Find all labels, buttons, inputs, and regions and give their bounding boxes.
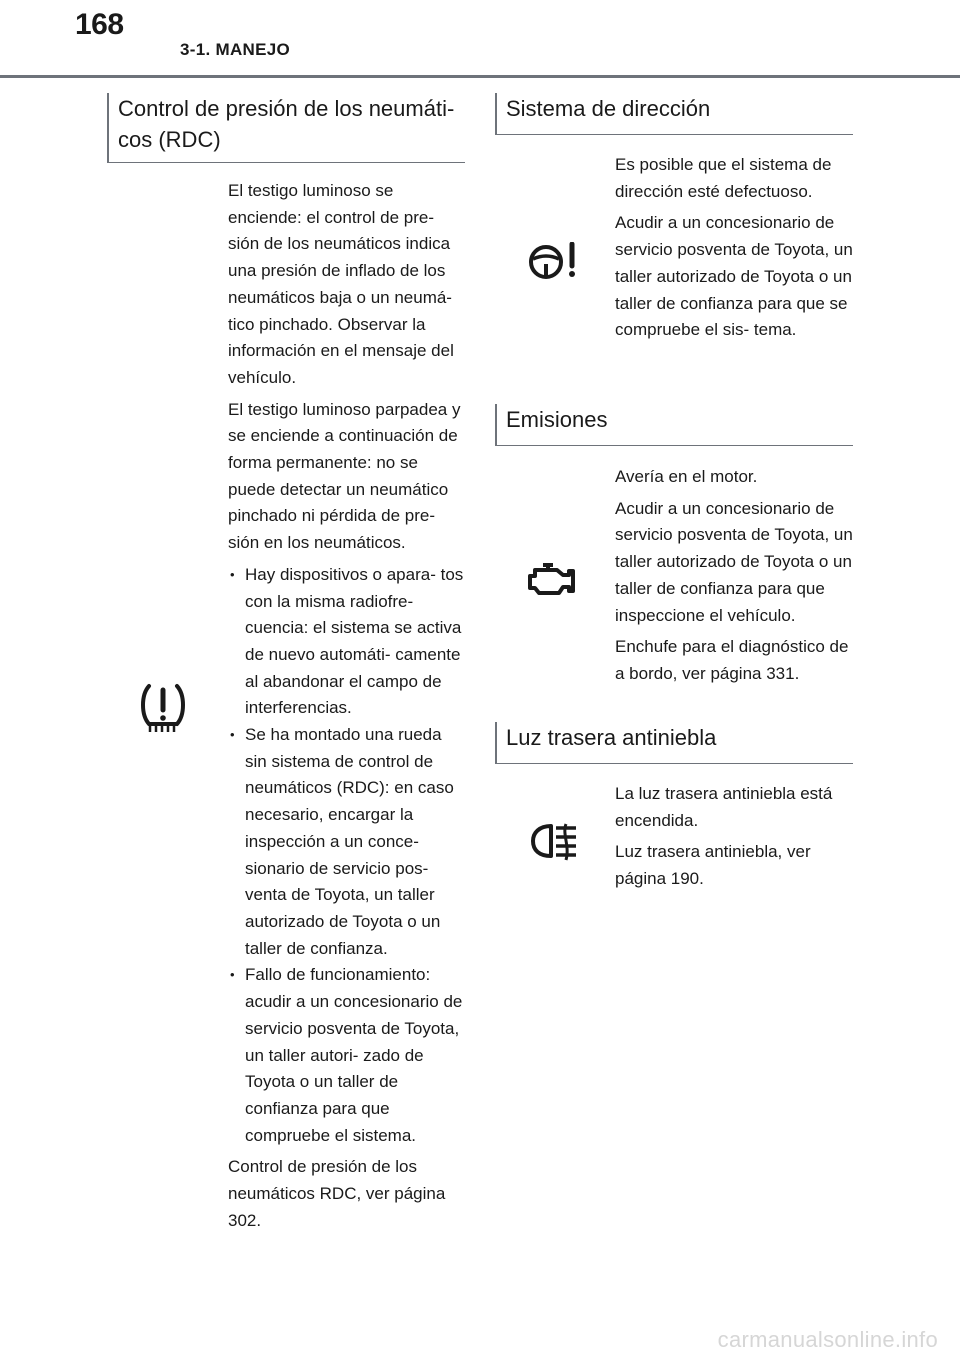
steering-body xyxy=(615,152,853,349)
rdc-bullet-2: • Se ha montado una rueda sin sistema de control de neumáticos (RDC): en caso necesario, encargar la inspección a un conce- sionario de servicio pos- venta de Toyota, un taller autorizado de Toyota o un taller de confianza. xyxy=(228,722,465,962)
emissions-body xyxy=(615,464,853,693)
emissions-title: Emisiones xyxy=(506,407,608,432)
emissions-heading xyxy=(495,404,853,446)
foglight-paragraph-2: Luz trasera antiniebla, ver página 190. xyxy=(615,842,811,889)
foglight-body xyxy=(615,781,853,898)
emissions-paragraph-2: Acudir a un concesionario de servicio posventa de Toyota, un taller autorizado de Toyota o un taller de confianza para que inspeccione el vehículo. xyxy=(615,498,853,625)
rdc-bullet-3: • Fallo de funcionamiento: acudir a un concesionario de servicio posventa de Toyota, un taller autori- zado de Toyota o un taller de confianza para que compruebe el sistema. xyxy=(228,962,465,1149)
steering-title: Sistema de dirección xyxy=(506,96,711,121)
header-rule xyxy=(0,75,960,78)
rdc-bullet-1: • Hay dispositivos o apara- tos con la misma radiofre- cuencia: el sistema se activa de nuevo automáti- camente al abandonar el campo de interferencias. xyxy=(228,562,465,722)
rdc-paragraph-3: Control de presión de los neumáticos RDC, ver página 302. xyxy=(228,1157,446,1230)
rdc-title-line2: cos (RDC) xyxy=(118,127,221,152)
emissions-paragraph-3: Enchufe para el diagnóstico de a bordo, ver página 331. xyxy=(615,637,849,683)
rdc-title-line1: Control de presión de los neumáti- xyxy=(118,96,455,121)
check-engine-icon xyxy=(527,562,579,603)
steering-heading xyxy=(495,93,853,135)
rdc-bullet-list xyxy=(228,562,465,1149)
watermark: carmanualsonline.info xyxy=(717,1327,938,1352)
steering-paragraph-1: Es posible que el sistema de dirección esté defectuoso. xyxy=(615,155,832,201)
steering-paragraph-2: Acudir a un concesionario de servicio posventa de Toyota, un taller autorizado de Toyota o un taller de confianza para que se compruebe el sis- tema. xyxy=(615,213,853,340)
steering-warning-icon xyxy=(527,242,583,285)
rdc-paragraph-2: El testigo luminoso parpadea y se enciende a continuación de forma permanente: no se puede detectar un neumático pinchado ni pérdida de pre- sión en los neumáticos. xyxy=(228,399,461,553)
emissions-paragraph-1: Avería en el motor. xyxy=(615,467,758,486)
foglight-title: Luz trasera antiniebla xyxy=(506,725,717,750)
rdc-paragraph-1: El testigo luminoso se enciende: el control de pre- sión de los neumáticos indica una presión de inflado de los neumáticos baja o un neumá- tico pinchado. Observar la información en el mensaje del vehículo. xyxy=(228,181,454,387)
rdc-heading xyxy=(107,93,465,163)
section-title: 3-1. MANEJO xyxy=(180,40,291,59)
foglight-heading xyxy=(495,722,853,764)
rear-fog-light-icon xyxy=(529,822,581,867)
foglight-paragraph-1: La luz trasera antiniebla está encendida. xyxy=(615,784,833,830)
rdc-body xyxy=(228,178,465,1239)
page-number: 168 xyxy=(75,8,124,41)
tire-pressure-warning-icon xyxy=(138,683,188,740)
